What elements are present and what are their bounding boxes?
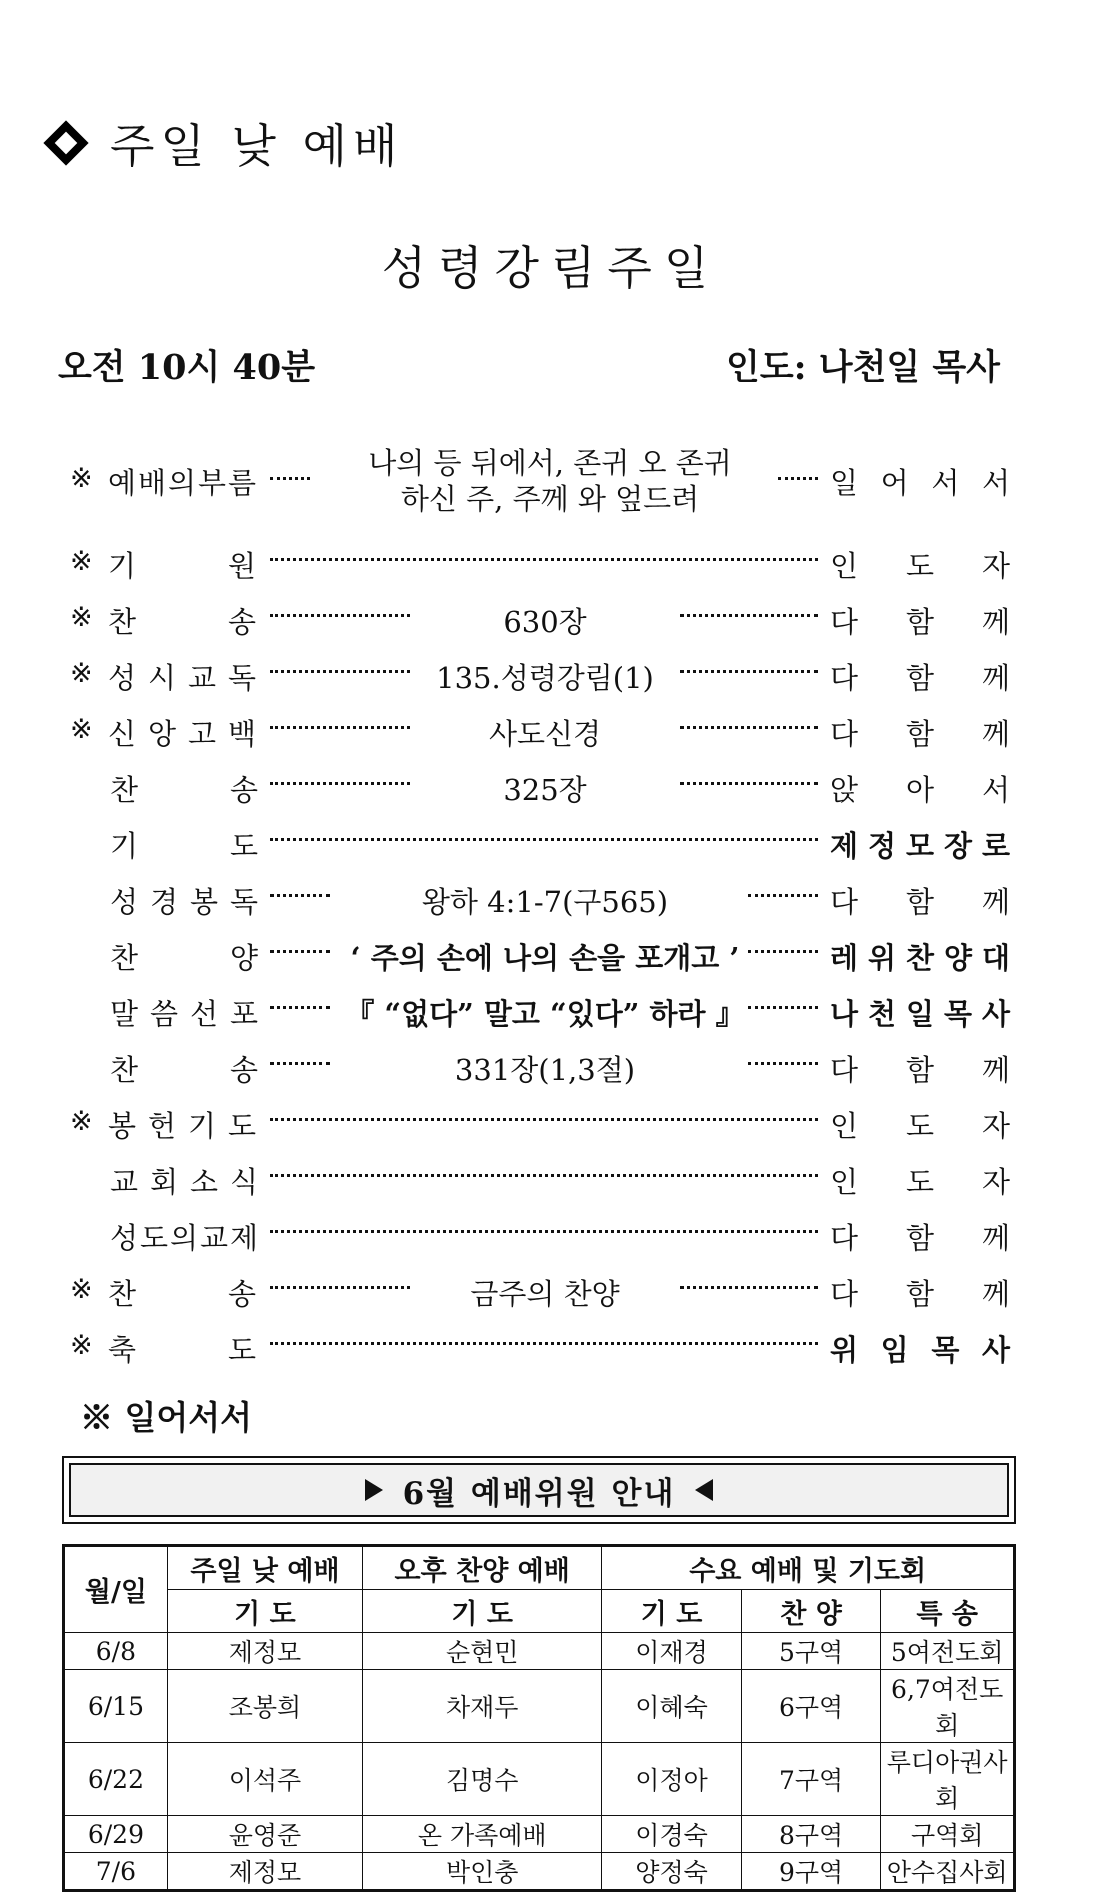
table-cell: 9구역 — [741, 1853, 881, 1891]
table-cell: 구역회 — [881, 1816, 1015, 1853]
section-title: 주일 낮 예배 — [110, 119, 404, 173]
order-item-responsible: 앉 아 서 — [830, 773, 1010, 807]
order-row — [0, 1210, 1102, 1260]
order-item-label: 말 씀 선 포 — [110, 997, 258, 1031]
table-row — [64, 1853, 1015, 1891]
dot-leader — [270, 1062, 330, 1065]
table-cell: 이경숙 — [602, 1816, 742, 1853]
table-cell: 6구역 — [741, 1670, 881, 1743]
triangle-left-icon — [695, 1479, 713, 1501]
table-row — [64, 1670, 1015, 1743]
dot-leader — [270, 558, 818, 561]
order-item-content: 사도신경 — [488, 717, 602, 751]
sub-hymn-header: 찬 양 — [741, 1590, 881, 1633]
sub-prayer-header: 기 도 — [167, 1590, 362, 1633]
standing-mark: ※ — [70, 658, 93, 689]
table-cell: 김명수 — [363, 1743, 602, 1816]
order-item-responsible: 다 함 께 — [830, 661, 1010, 695]
table-cell: 8구역 — [741, 1816, 881, 1853]
table-cell: 조봉희 — [167, 1670, 362, 1743]
order-item-label: 기 원 — [108, 549, 256, 583]
sub-prayer-header: 기 도 — [602, 1590, 742, 1633]
dot-leader — [748, 894, 818, 897]
order-item-content: 325장 — [503, 773, 587, 807]
service-time: 오전 10시 40분 — [58, 347, 316, 388]
order-item-label: 성 도 의 교 제 — [110, 1221, 258, 1255]
dot-leader — [680, 1286, 818, 1289]
order-item-content: 135.성령강림(1) — [436, 661, 654, 695]
table-cell: 7/6 — [64, 1853, 168, 1891]
dot-leader — [680, 670, 818, 673]
table-cell: 이재경 — [602, 1633, 742, 1670]
order-row — [0, 874, 1102, 924]
order-item-label: 찬 송 — [108, 605, 256, 639]
content-line: 하신 주, 주께 와 엎드려 — [400, 482, 700, 516]
order-row — [0, 594, 1102, 644]
order-item-responsible: 다 함 께 — [830, 1277, 1010, 1311]
table-cell: 차재두 — [363, 1670, 602, 1743]
order-row — [0, 1266, 1102, 1316]
table-cell: 이혜숙 — [602, 1670, 742, 1743]
order-item-responsible: 인 도 자 — [830, 1109, 1010, 1143]
diamond-bullet-icon — [43, 120, 88, 165]
order-item-content: 왕하 4:1-7(구565) — [421, 885, 669, 919]
service-title: 성령강림주일 — [381, 241, 721, 295]
order-item-responsible: 위 임 목 사 — [830, 1333, 1010, 1367]
table-cell: 6,7여전도회 — [881, 1670, 1015, 1743]
dot-leader — [778, 477, 818, 480]
dot-leader — [748, 1062, 818, 1065]
dot-leader — [680, 614, 818, 617]
table-cell: 6/15 — [64, 1670, 168, 1743]
order-row — [0, 650, 1102, 700]
dot-leader — [270, 1006, 330, 1009]
table-cell: 안수집사회 — [881, 1853, 1015, 1891]
table-cell: 6/29 — [64, 1816, 168, 1853]
order-item-content: 금주의 찬양 — [470, 1277, 620, 1311]
table-cell: 박인충 — [363, 1853, 602, 1891]
sub-special-header: 특 송 — [881, 1590, 1015, 1633]
committee-banner — [62, 1456, 1016, 1524]
triangle-right-icon — [365, 1479, 383, 1501]
order-item-label: 교 회 소 식 — [110, 1165, 258, 1199]
table-cell: 7구역 — [741, 1743, 881, 1816]
table-cell: 제정모 — [167, 1853, 362, 1891]
table-cell: 양정숙 — [602, 1853, 742, 1891]
table-cell: 윤영준 — [167, 1816, 362, 1853]
order-item-label: 찬 양 — [110, 941, 258, 975]
table-cell: 온 가족예배 — [363, 1816, 602, 1853]
schedule-table — [62, 1544, 1016, 1892]
table-row — [64, 1633, 1015, 1670]
sub-prayer-header: 기 도 — [363, 1590, 602, 1633]
standing-mark: ※ — [70, 463, 93, 494]
order-item-label: 봉 헌 기 도 — [108, 1109, 256, 1143]
order-item-label: 찬 송 — [108, 1277, 256, 1311]
order-item-label: 기 도 — [110, 829, 258, 863]
order-item-responsible: 인 도 자 — [830, 549, 1010, 583]
table-cell: 이정아 — [602, 1743, 742, 1816]
standing-mark: ※ — [70, 602, 93, 633]
content-line: 나의 등 뒤에서, 존귀 오 존귀 — [368, 446, 732, 480]
standing-mark: ※ — [70, 714, 93, 745]
order-item-label: 찬 송 — [110, 1053, 258, 1087]
order-item-content: 『 “없다” 말고 “있다” 하라 』 — [345, 997, 745, 1031]
order-item-content — [320, 445, 780, 517]
col-date-header: 월/일 — [64, 1546, 168, 1633]
dot-leader — [270, 1118, 818, 1121]
order-row — [0, 930, 1102, 980]
dot-leader — [680, 726, 818, 729]
table-cell: 제정모 — [167, 1633, 362, 1670]
table-cell: 6/22 — [64, 1743, 168, 1816]
order-item-responsible: 다 함 께 — [830, 717, 1010, 751]
order-row — [0, 1154, 1102, 1204]
order-item-label: 성 시 교 독 — [108, 661, 256, 695]
table-cell: 5여전도회 — [881, 1633, 1015, 1670]
stand-note: ※ 일어서서 — [80, 1398, 253, 1437]
order-item-responsible: 다 함 께 — [830, 885, 1010, 919]
table-cell: 이석주 — [167, 1743, 362, 1816]
banner-title: 6월 예배위원 안내 — [402, 1475, 676, 1512]
standing-mark: ※ — [70, 546, 93, 577]
order-item-responsible: 다 함 께 — [830, 605, 1010, 639]
order-row — [0, 446, 1102, 516]
dot-leader — [270, 1342, 818, 1345]
section-header — [40, 108, 403, 178]
order-item-label: 예 배 의 부 름 — [108, 466, 256, 500]
standing-mark: ※ — [70, 1330, 93, 1361]
table-row — [64, 1743, 1015, 1816]
dot-leader — [680, 782, 818, 785]
order-item-responsible: 나 천 일 목 사 — [830, 997, 1010, 1031]
service-leader: 인도: 나천일 목사 — [726, 347, 1000, 388]
table-cell: 6/8 — [64, 1633, 168, 1670]
standing-mark: ※ — [70, 1274, 93, 1305]
order-item-content: 630장 — [503, 605, 587, 639]
order-row — [0, 1098, 1102, 1148]
order-item-label: 신 앙 고 백 — [108, 717, 256, 751]
order-item-content: ‘ 주의 손에 나의 손을 포개고 ’ — [350, 941, 740, 975]
order-row — [0, 762, 1102, 812]
table-cell: 5구역 — [741, 1633, 881, 1670]
group-afternoon-header: 오후 찬양 예배 — [363, 1546, 602, 1590]
order-row — [0, 538, 1102, 588]
dot-leader — [748, 950, 818, 953]
dot-leader — [270, 477, 310, 480]
dot-leader — [748, 1006, 818, 1009]
dot-leader — [270, 950, 330, 953]
dot-leader — [270, 1174, 818, 1177]
table-row — [64, 1816, 1015, 1853]
order-item-label: 찬 송 — [110, 773, 258, 807]
group-sunday-header: 주일 낮 예배 — [167, 1546, 362, 1590]
order-row — [0, 1322, 1102, 1372]
dot-leader — [270, 1230, 818, 1233]
order-row — [0, 986, 1102, 1036]
standing-mark: ※ — [70, 1106, 93, 1137]
order-item-content: 331장(1,3절) — [454, 1053, 636, 1087]
table-cell: 순현민 — [363, 1633, 602, 1670]
group-wednesday-header: 수요 예배 및 기도회 — [602, 1546, 1015, 1590]
order-item-responsible: 인 도 자 — [830, 1165, 1010, 1199]
order-item-label: 성 경 봉 독 — [110, 885, 258, 919]
order-item-responsible: 제 정 모 장 로 — [830, 829, 1010, 863]
order-item-responsible: 일 어 서 서 — [830, 466, 1010, 500]
table-cell: 루디아권사회 — [881, 1743, 1015, 1816]
order-item-responsible: 레 위 찬 양 대 — [830, 941, 1010, 975]
order-row — [0, 706, 1102, 756]
order-item-label: 축 도 — [108, 1333, 256, 1367]
order-row — [0, 1042, 1102, 1092]
order-row — [0, 818, 1102, 868]
dot-leader — [270, 894, 330, 897]
dot-leader — [270, 838, 818, 841]
order-item-responsible: 다 함 께 — [830, 1053, 1010, 1087]
order-item-responsible: 다 함 께 — [830, 1221, 1010, 1255]
